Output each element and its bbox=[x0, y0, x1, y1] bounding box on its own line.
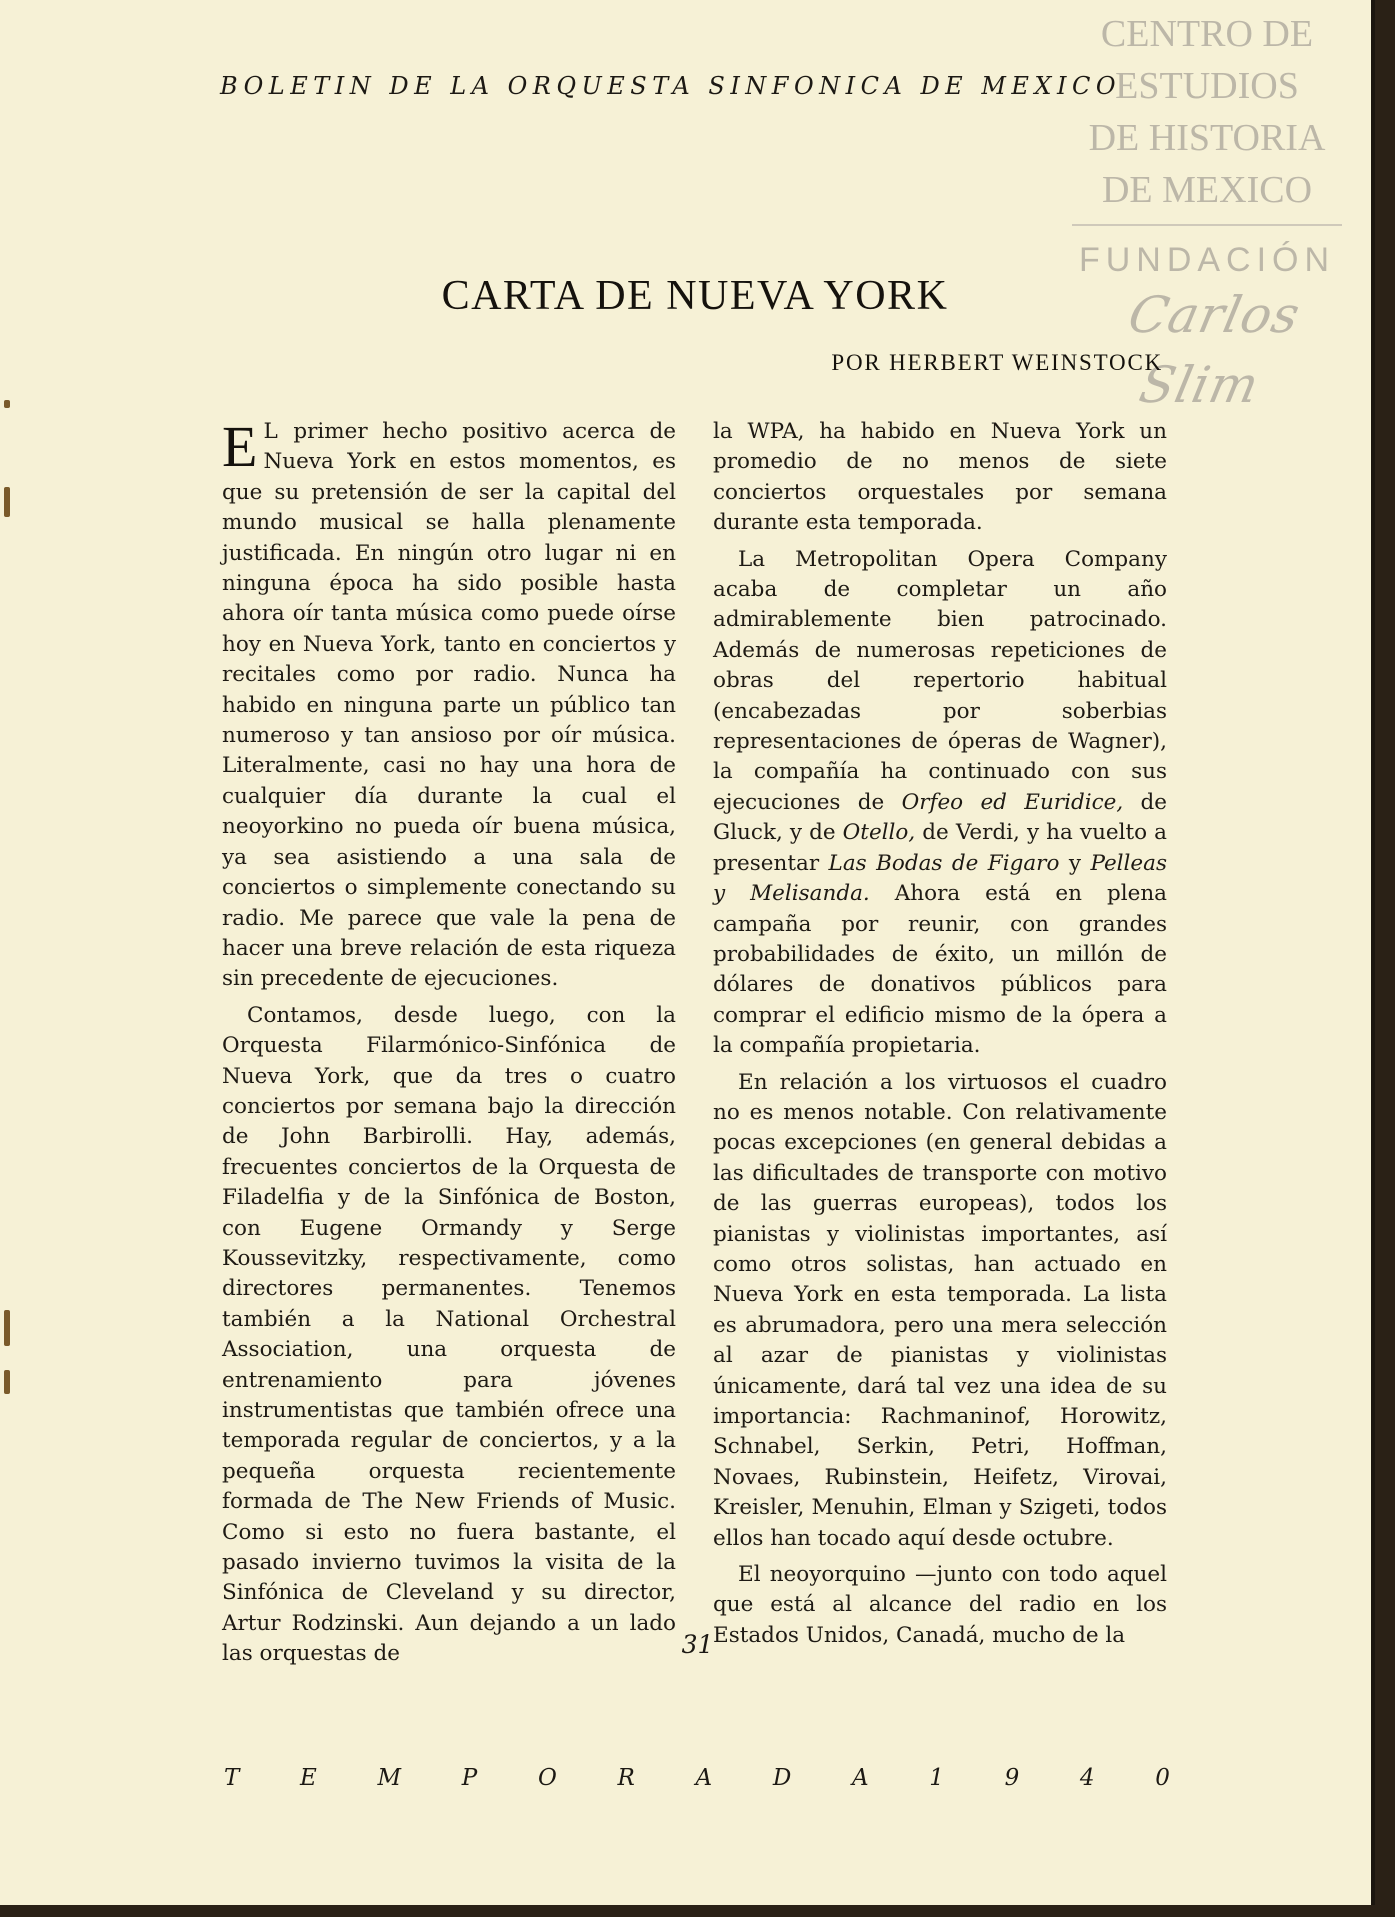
paragraph-text: Ahora está en plena campaña por reunir, con grandes probabilidades de éxito, un millón de dólares de donativos públicos para comprar el edificio mismo de la ópera a la compañía propietaria. bbox=[713, 881, 1167, 1059]
opera-title: Otello, bbox=[842, 820, 916, 846]
page-edge-mark bbox=[4, 1370, 10, 1394]
paragraph-text: La Metropolitan Opera Company acaba de completar un año admirablemente bien patrocinado. Además de numerosas repeticiones de obras del repertorio habitual (encabezadas por soberbias representaciones de óperas de Wagner), la compañía ha continuado con sus ejecuciones de bbox=[713, 546, 1167, 815]
running-head: BOLETIN DE LA ORQUESTA SINFONICA DE MEXICO bbox=[220, 72, 1122, 100]
article-title: CARTA DE NUEVA YORK bbox=[441, 273, 949, 319]
footer-letter: 0 bbox=[1155, 1765, 1170, 1791]
watermark-line: DE HISTORIA bbox=[1088, 117, 1326, 159]
footer-letter: 1 bbox=[929, 1765, 944, 1791]
footer-letter: M bbox=[377, 1765, 402, 1791]
opera-title: Pelleas y Melisanda. bbox=[713, 850, 1167, 907]
page-edge-mark bbox=[4, 1310, 10, 1346]
footer-letter: 4 bbox=[1079, 1765, 1095, 1791]
paragraph bbox=[713, 545, 1167, 1062]
watermark-line: ESTUDIOS bbox=[1115, 65, 1299, 107]
paragraph-text: y bbox=[1059, 850, 1091, 876]
article-byline: POR HERBERT WEINSTOCK bbox=[831, 350, 1163, 375]
footer-letter: R bbox=[617, 1765, 635, 1791]
footer-letter: P bbox=[461, 1765, 478, 1791]
paragraph bbox=[222, 414, 676, 995]
page-number: 31 bbox=[681, 1630, 714, 1659]
footer-letter: T bbox=[224, 1765, 240, 1791]
footer-letter: D bbox=[772, 1765, 792, 1791]
footer-temporada bbox=[224, 1765, 1170, 1791]
paragraph: la WPA, ha habido en Nueva York un promedio de no menos de siete conciertos orquestales por semana durante esta temporada. bbox=[713, 419, 1167, 536]
footer-letter: O bbox=[537, 1765, 557, 1791]
page-edge-mark bbox=[4, 487, 10, 517]
watermark-divider bbox=[1072, 224, 1342, 226]
watermark-signature: Carlos Slim bbox=[1123, 286, 1306, 414]
right-column bbox=[713, 417, 1167, 1651]
footer-letter: A bbox=[851, 1765, 869, 1791]
footer-letter: 9 bbox=[1004, 1765, 1020, 1791]
watermark-fundacion: FUNDACIÓN bbox=[1078, 241, 1336, 279]
drop-cap: E bbox=[222, 414, 258, 479]
opera-title: Las Bodas de Figaro bbox=[828, 850, 1060, 876]
footer-letter: E bbox=[300, 1765, 317, 1791]
page-edge-mark bbox=[4, 400, 10, 408]
paragraph-lead: L bbox=[263, 419, 279, 444]
paragraph: Contamos, desde luego, con la Orquesta Filarmónico-Sinfónica de Nueva York, que da tres o cuatro conciertos por semana bajo la dirección de John Barbirolli. Hay, además, frecuentes conciertos de la Orquesta de Filadelfia y de la Sinfónica de Boston, con Eugene Ormandy y Serge Koussevitzky, respectivamente, como directores permanentes. Tenemos también a la National Orchestral Association, una orquesta de entrenamiento para jóvenes instrumentistas que también ofrece una temporada regular de conciertos, y a la pequeña orquesta recientemente formada de The New Friends of Music. Como si esto no fuera bastante, el pasado invierno tuvimos la visita de la Sinfónica de Cleveland y su director, Artur Rodzinski. Aun dejando a un lado las orquestas de bbox=[222, 1002, 676, 1667]
opera-title: Orfeo ed Euridice, bbox=[901, 789, 1124, 815]
paragraph-text: primer hecho positivo acerca de Nueva York en estos momentos, es que su pretensión de ser la capital del mundo musical se halla plenamente justificada. En ningún otro lugar ni en ninguna época ha sido posible hasta ahora oír tanta música como puede oírse hoy en Nueva York, tanto en conciertos y recitales como por radio. Nunca ha habido en ninguna parte un público tan numeroso y tan ansioso por oír música. Literalmente, casi no hay una hora de cualquier día durante la cual el neoyorkino no pueda oír buena música, ya sea asistiendo a una sala de conciertos o simplemente conectando su radio. Me parece que vale la pena de hacer una breve relación de esta riqueza sin precedente de ejecuciones. bbox=[222, 419, 676, 992]
paragraph: En relación a los virtuosos el cuadro no es menos notable. Con relativamente pocas excepciones (en general debidas a las dificultades de transporte con motivo de las guerras europeas), todos los pianistas y violinistas importantes, así como otros solistas, han actuado en Nueva York en esta temporada. La lista es abrumadora, pero una mera selección al azar de pianistas y violinistas únicamente, dará tal vez una idea de su importancia: Rachmaninof, Horowitz, Schnabel, Serkin, Petri, Hoffman, Novaes, Rubinstein, Heifetz, Virovai, Kreisler, Menuhin, Elman y Szigeti, todos ellos han tocado aquí desde octubre. bbox=[713, 1069, 1167, 1551]
paragraph-text: de Gluck, y de bbox=[713, 789, 1167, 846]
paragraph: El neoyorquino —junto con todo aquel que está al alcance del radio en los Estados Unidos, Canadá, mucho de la bbox=[713, 1562, 1167, 1648]
left-column bbox=[222, 414, 676, 1670]
watermark-line: CENTRO DE bbox=[1100, 13, 1314, 55]
footer-letter: A bbox=[695, 1765, 713, 1791]
paragraph-text: de Verdi, y ha vuelto a presentar bbox=[713, 820, 1167, 876]
watermark-line: DE MEXICO bbox=[1101, 169, 1313, 211]
